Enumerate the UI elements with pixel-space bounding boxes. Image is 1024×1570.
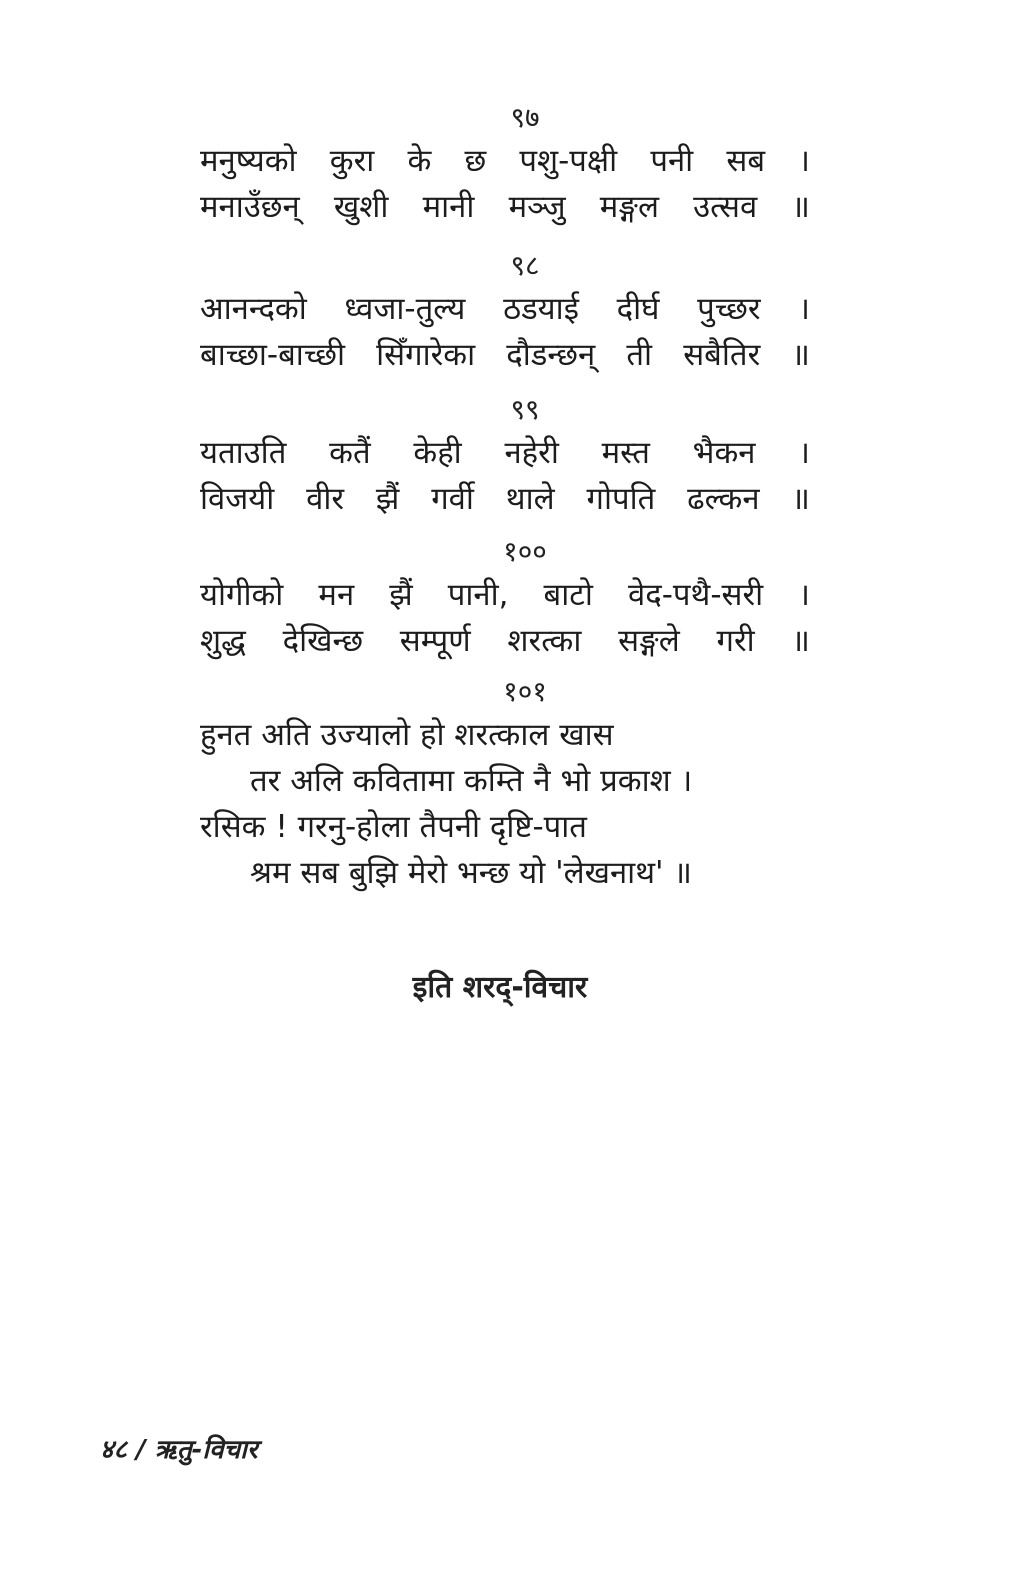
verse-line: तर अलि कवितामा कम्ति नै भो प्रकाश । bbox=[250, 763, 693, 799]
verse-line: मनुष्यको कुरा के छ पशु-पक्षी पनी सब । bbox=[200, 143, 810, 179]
verse-number: १०१ bbox=[503, 675, 547, 708]
verse-line: मनाउँछन् खुशी मानी मञ्जु मङ्गल उत्सव ॥ bbox=[200, 189, 810, 225]
section-closing-title: इति शरद्-विचार bbox=[412, 970, 588, 1005]
verse-line: बाच्छा-बाच्छी सिँगारेका दौडन्छन् ती सबैतिर ॥ bbox=[200, 337, 810, 373]
verse-100 bbox=[200, 532, 810, 664]
verse-99 bbox=[200, 390, 810, 522]
verse-number: ९८ bbox=[510, 249, 540, 282]
verse-number: ९७ bbox=[510, 101, 540, 134]
verse-line: श्रम सब बुझि मेरो भन्छ यो 'लेखनाथ' ॥ bbox=[250, 855, 692, 891]
verse-number: १०० bbox=[503, 535, 547, 568]
verse-line: हुनत अति उज्यालो हो शरत्काल खास bbox=[200, 717, 614, 753]
verse-101 bbox=[200, 672, 810, 896]
verse-98 bbox=[200, 246, 810, 378]
verse-number: ९९ bbox=[510, 393, 540, 426]
verse-line: आनन्दको ध्वजा-तुल्य ठडयाई दीर्घ पुच्छर । bbox=[200, 291, 810, 327]
verse-line: रसिक ! गरनु-होला तैपनी दृष्टि-पात bbox=[200, 809, 587, 845]
verse-97 bbox=[200, 98, 810, 230]
verse-line: यताउति कतैं केही नहेरी मस्त भैकन । bbox=[200, 435, 810, 471]
page-footer: ४८ / ऋतु-विचार bbox=[100, 1435, 258, 1465]
verse-line: विजयी वीर झैं गर्वी थाले गोपति ढल्कन ॥ bbox=[200, 481, 810, 517]
verse-line: शुद्ध देखिन्छ सम्पूर्ण शरत्का सङ्गले गरी ॥ bbox=[200, 623, 810, 659]
verse-line: योगीको मन झैं पानी, बाटो वेद-पथै-सरी । bbox=[200, 577, 810, 613]
